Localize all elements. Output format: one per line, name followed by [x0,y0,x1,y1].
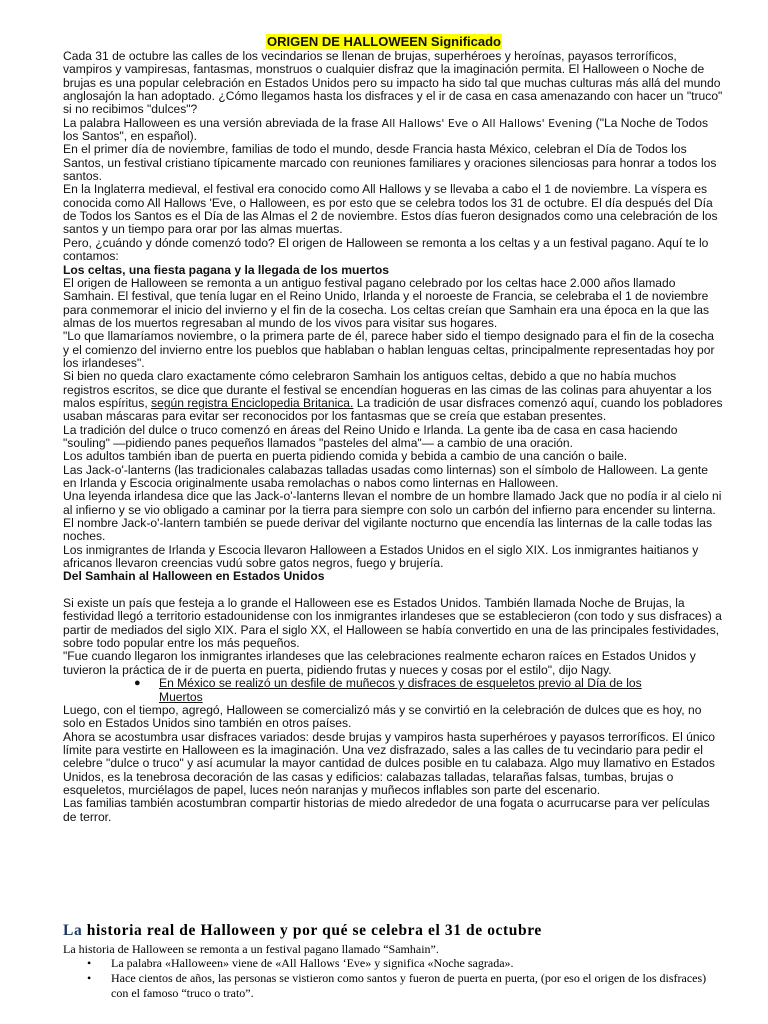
list-item [63,677,723,704]
second-article [63,921,723,1001]
link-line: En México se realizó un desfile de muñecos y disfraces de esqueletos previo al Día de los [159,676,642,691]
section-heading: Los celtas, una fiesta pagana y la llegada de los muertos [63,262,389,277]
text-span: Si bien no queda claro exactamente cómo celebraron Samhain los antiguos celtas, debido a que no había muchos registros escritos, se dice que durante el festival se encendían hogueras en las cimas de las colinas para ahuyentar a los malos espíritus, [63,369,712,410]
paragraph: El nombre Jack-o'-lantern también se puede derivar del vigilante nocturno que encendía las linternas de la calle todas las noches. [63,516,713,544]
text-span: La palabra Halloween es una versión abreviada de la frase [63,115,382,130]
second-article-title [63,921,723,941]
bullet-icon: • [87,956,92,971]
paragraph: Los inmigrantes de Irlanda y Escocia llevaron Halloween a Estados Unidos en el siglo XIX. Los inmigrantes haitianos y africanos llevaron creencias vudú sobre gatos negros, fuego y brujería. [63,542,699,571]
paragraph: "Lo que llamaríamos noviembre, o la primera parte de él, parece haber sido el tiempo designado para el fin de la cosecha y el comienzo del invierno entre los pueblos que hablaban o hablan lenguas celtas, principalmente representadas hoy por los irlandeses". [63,329,715,370]
paragraph: Los adultos también iban de puerta en puerta pidiendo comida y bebida a cambio de una canción o baile. [63,449,628,464]
title-rest: historia real de Halloween y por qué se celebra el 31 de octubre [82,922,542,939]
phrase-text: All Hallows' Eve o All Hallows' Evening [381,116,593,130]
paragraph: Una leyenda irlandesa dice que las Jack-o'-lanterns llevan el nombre de un hombre llamado Jack que no podía ir al cielo ni al infierno y se vio obligado a caminar por la tierra para siempre con solo un carbón del infierno para encender su linterna. [63,489,722,517]
paragraph: La tradición del dulce o truco comenzó en áreas del Reino Unido e Irlanda. La gente iba de casa en casa haciendo "souling" —pidiendo panes pequeños llamados "pasteles del alma"— a cambio de una oración. [63,422,678,450]
list-item [63,971,723,1001]
paragraph: El origen de Halloween se remonta a un antiguo festival pagano celebrado por los celtas hace 2.000 años llamado Samhain. El festival, que tenía lugar en el Reino Unido, Irlanda y el noroeste de Francia, se celebraba el 1 de noviembre para conmemorar el inicio del invierno y el fin de la cosecha. Los celtas creían que Samhain era una época en la que las almas de los muertos regresaban al mundo de los vivos para visitar sus hogares. [63,275,710,330]
paragraph: Luego, con el tiempo, agregó, Halloween se comercializó más y se convirtió en la celebración de dulces que es hoy, no solo en Estados Unidos sino también en otros países. [63,702,702,731]
britannica-link[interactable]: según registra Enciclopedia Britanica. [151,395,354,410]
page-title: ORIGEN DE HALLOWEEN Significado [266,34,501,49]
text-span: La tradición de usar disfraces comenzó aquí, cuando los pobladores usaban máscaras para evitar ser reconocidos por los fantasmas que se creía que estaban presentes. [63,395,723,424]
paragraph: Cada 31 de octubre las calles de los vecindarios se llenan de brujas, superhéroes y heroínas, payasos terroríficos, vampiros y vampiresas, fantasmas, monstruos o cualquier disfraz que la imaginación permita. El Halloween o Noche de brujas es una popular celebración en Estados Unidos pero su impacto ha sido tal que muchas culturas más allá del mundo anglosajón la han adoptado. ¿Cómo llegamos hasta los disfraces y el ir de casa en casa amenazando con hacer un "truco" si no recibimos "dulces"? [63,49,723,117]
paragraph: Las Jack-o'-lanterns (las tradicionales calabazas talladas usadas como linternas) son el símbolo de Halloween. La gente en Irlanda y Escocia originalmente usaba remolachas o nabos como linternas en Halloween. [63,462,708,490]
paragraph: Ahora se acostumbra usar disfraces variados: desde brujas y vampiros hasta superhéroes y payasos terroríficos. El único límite para vestirte en Halloween es la imaginación. Una vez disfrazado, sales a las calles de tu vecindario para pedir el celebre "dulce o truco" y así acumular la mayor cantidad de dulces posible en tu calabaza. Algo muy llamativo en Estados Unidos, es la tenebrosa decoración de las casas y edificios: calabazas talladas, telarañas falsas, tumbas, brujas o esqueletos, murciélagos de papel, luces neón naranjas y muñecos inflables son parte del escenario. [63,729,716,797]
bullet-icon: ● [134,677,141,690]
paragraph [63,117,723,144]
paragraph: Pero, ¿cuándo y dónde comenzó todo? El origen de Halloween se remonta a los celtas y a un festival pagano. Aquí te lo contamos: [63,235,709,264]
paragraph: Si existe un país que festeja a lo grande el Halloween ese es Estados Unidos. También llamada Noche de Brujas, la festividad llegó a territorio estadounidense con los inmigrantes irlandeses que se establecieron (con todo y sus disfraces) a partir de mediados del siglo XIX. Para el siglo XX, el Halloween se había convertido en una de las principales festividades, sobre todo popular entre los más pequeños. [63,596,722,651]
paragraph: En la Inglaterra medieval, el festival era conocido como All Hallows y se llevaba a cabo el 1 de noviembre. La víspera es conocida como All Hallows 'Eve, o Halloween, es por esto que se celebra todos los 31 de octubre. El día después del Día de Todos los Santos es el Día de las Almas el 2 de noviembre. Estos días fueron designados como una celebración de los santos y un tiempo para orar por las almas muertas. [63,182,718,237]
link-line: Muertos [159,689,203,704]
mexico-parade-link[interactable] [159,676,642,703]
bullet-icon: • [87,971,92,985]
paragraph: La historia de Halloween se remonta a un festival pagano llamado “Samhain”. [63,942,439,956]
list-item-text: Hace cientos de años, las personas se vistieron como santos y fueron de puerta en puerta, (por eso el origen de los disfraces) con el famoso “truco o trato”. [111,971,707,1000]
text-span: ("La Noche de Todos los Santos", en español). [63,115,708,144]
paragraph: En el primer día de noviembre, familias de todo el mundo, desde Francia hasta México, celebran el Día de Todos los Santos, un festival cristiano típicamente marcado con reuniones familiares y oraciones silenciosas para honrar a todos los santos. [63,142,717,184]
paragraph: "Fue cuando llegaron los inmigrantes irlandeses que las celebraciones realmente echaron raíces en Estados Unidos y tuvieron la práctica de ir de puerta en puerta, pidiendo frutas y nueces y cosas por el estilo", dijo Nagy. [63,649,696,677]
list-item [63,956,723,971]
title-first-word: La [63,922,83,939]
paragraph: Las familias también acostumbran compartir historias de miedo alrededor de una fogata o acurrucarse para ver películas de terror. [63,796,710,824]
blank-line [63,584,723,597]
paragraph [63,370,723,423]
section-heading: Del Samhain al Halloween en Estados Unidos [63,569,325,584]
article-body [63,50,723,824]
list-item-text: La palabra «Halloween» viene de «All Hallows ‘Eve» y significa «Noche sagrada». [111,956,514,971]
